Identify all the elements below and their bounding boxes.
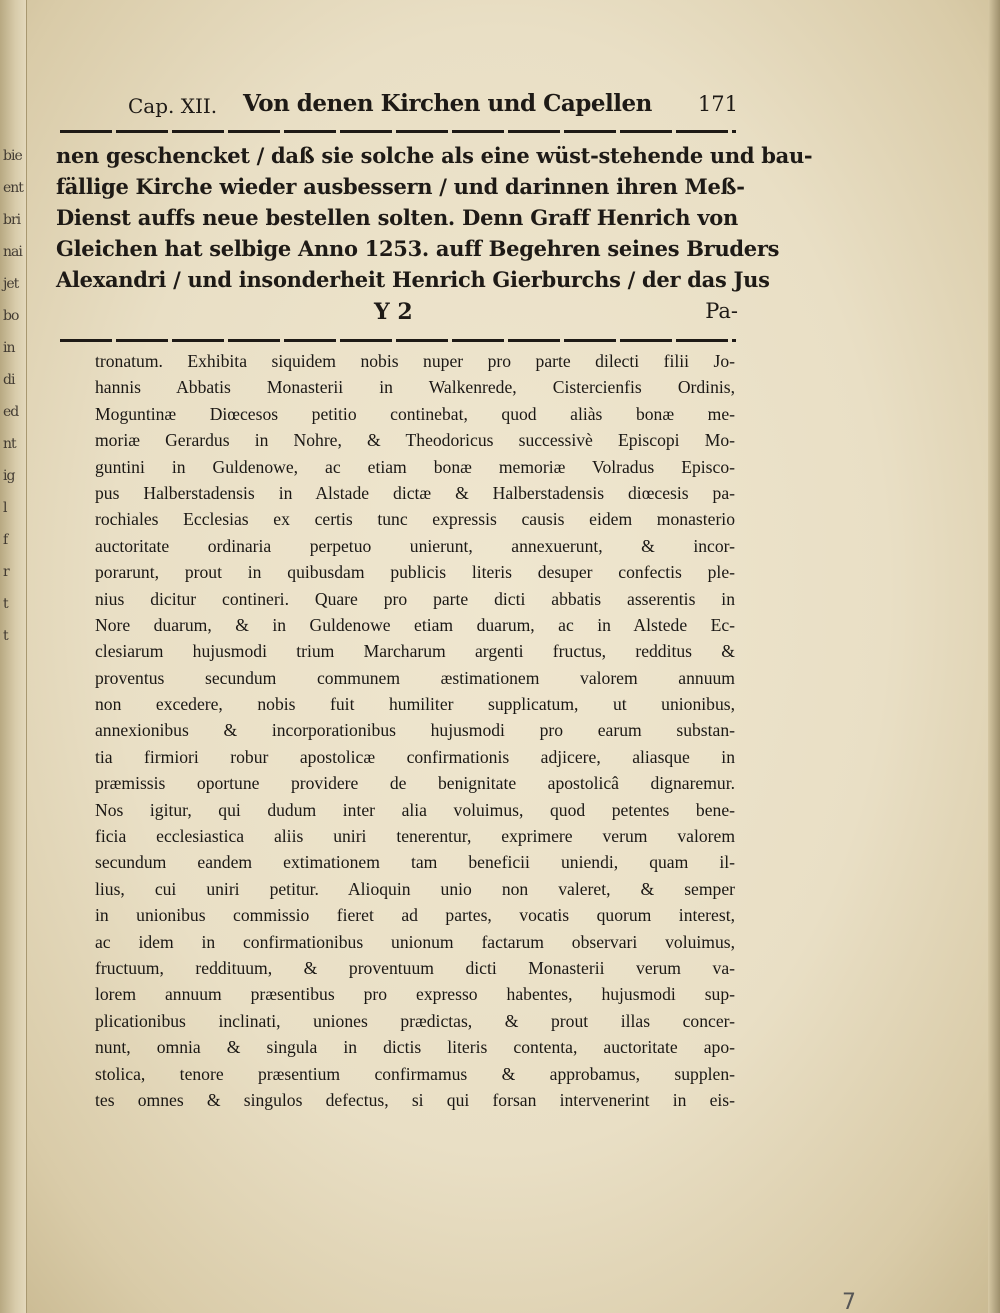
gutter-fragment: bri [3, 212, 21, 228]
latin-line: præmissis oportune providere de benignitate apostolicâ dignaremur. [95, 773, 735, 794]
latin-line: lius, cui uniri petitur. Alioquin unio non valeret, & semper [95, 878, 735, 899]
german-line: nen geschencket / daß sie solche als eine wüst-stehende und bau- [56, 143, 813, 168]
gutter-fragment: di [3, 372, 15, 388]
pencil-mark: 7 [842, 1290, 856, 1313]
gutter-fragment: ig [3, 468, 15, 484]
latin-line: Nos igitur, qui dudum inter alia voluimus, quod petentes bene- [95, 799, 735, 820]
latin-text-block [95, 348, 735, 1113]
german-line: Gleichen hat selbige Anno 1253. auff Begehren seines Bruders [56, 236, 780, 261]
latin-line: tronatum. Exhibita siquidem nobis nuper pro parte dilecti filii Jo- [95, 351, 735, 371]
german-line: Dienst auffs neue bestellen solten. Denn Graff Henrich von [56, 205, 738, 230]
latin-line: annexionibus & incorporationibus hujusmodi pro earum substan- [95, 720, 735, 741]
latin-line: nunt, omnia & singula in dictis literis contenta, auctoritate apo- [95, 1037, 735, 1058]
latin-line: auctoritate ordinaria perpetuo unierunt, annexuerunt, & incor- [95, 535, 735, 556]
latin-line: tes omnes & singulos defectus, si qui forsan intervenerint in eis- [95, 1089, 735, 1110]
latin-line: in unionibus commissio fieret ad partes, vocatis quorum interest, [95, 905, 735, 926]
latin-line: pus Halberstadensis in Alstade dictæ & Halberstadensis diœcesis pa- [95, 482, 735, 503]
latin-line: moriæ Gerardus in Nohre, & Theodoricus successivè Episcopi Mo- [95, 430, 735, 451]
latin-line: porarunt, prout in quibusdam publicis literis desuper confectis ple- [95, 562, 735, 583]
gutter-fragment: jet [3, 276, 19, 292]
running-header [128, 88, 738, 122]
gutter-fragment: f [3, 532, 8, 548]
gutter-fragment: l [3, 500, 7, 516]
gutter-fragment: t [3, 628, 8, 644]
signature-line [56, 299, 738, 329]
gutter-fragment: ed [3, 404, 19, 420]
header-rule [60, 130, 736, 133]
latin-line: fructuum, reddituum, & proventuum dicti Monasterii verum va- [95, 957, 735, 978]
gutter-fragment: nt [3, 436, 16, 452]
running-title: Von denen Kirchen und Capellen [243, 90, 652, 117]
gutter-fragment: bo [3, 308, 19, 324]
latin-line: non excedere, nobis fuit humiliter supplicatum, ut unionibus, [95, 694, 735, 715]
gutter-fragment: ent [3, 180, 23, 196]
section-rule [60, 339, 736, 342]
latin-line: secundum eandem extimationem tam beneficii uniendi, quam il- [95, 852, 735, 873]
gutter-fragment: in [3, 340, 15, 356]
german-line: fällige Kirche wieder ausbessern / und darinnen ihren Meß- [56, 174, 745, 199]
catchword: Pa- [705, 299, 738, 323]
latin-line: clesiarum hujusmodi trium Marcharum argenti fructus, redditus & [95, 641, 735, 662]
latin-line: Nore duarum, & in Guldenowe etiam duarum, ac in Alstede Ec- [95, 614, 735, 635]
german-text-block [56, 140, 813, 295]
page-number: 171 [697, 92, 738, 116]
latin-line: hannis Abbatis Monasterii in Walkenrede, Cistercienfis Ordinis, [95, 377, 735, 398]
latin-line: ficia ecclesiastica aliis uniri tenerentur, exprimere verum valorem [95, 826, 735, 847]
chapter-label: Cap. XII. [128, 94, 218, 118]
german-line: Alexandri / und insonderheit Henrich Gierburchs / der das Jus [56, 267, 770, 292]
gutter-fragment: t [3, 596, 8, 612]
latin-line: ac idem in confirmationibus unionum factarum observari voluimus, [95, 931, 735, 952]
latin-line: guntini in Guldenowe, ac etiam bonæ memoriæ Volradus Episco- [95, 456, 735, 477]
latin-line: nius dicitur contineri. Quare pro parte dicti abbatis asserentis in [95, 588, 735, 609]
latin-line: Moguntinæ Diœcesos petitio continebat, quod aliàs bonæ me- [95, 403, 735, 424]
latin-line: proventus secundum communem æstimationem valorem annuum [95, 667, 735, 688]
latin-line: stolica, tenore præsentium confirmamus & approbamus, supplen- [95, 1063, 735, 1084]
latin-line: lorem annuum præsentibus pro expresso habentes, hujusmodi sup- [95, 984, 735, 1005]
latin-line: tia firmiori robur apostolicæ confirmationis adjicere, aliasque in [95, 746, 735, 767]
latin-line: plicationibus inclinati, uniones prædictas, & prout illas concer- [95, 1010, 735, 1031]
gutter-fragment: r [3, 564, 9, 580]
gutter-fragment: bie [3, 148, 22, 164]
page-edge-shadow [988, 0, 1000, 1313]
gutter-fragment: nai [3, 244, 22, 260]
latin-line: rochiales Ecclesias ex certis tunc expressis causis eidem monasterio [95, 509, 735, 530]
signature-mark: Y 2 [374, 299, 413, 325]
facing-page-gutter [0, 0, 27, 1313]
